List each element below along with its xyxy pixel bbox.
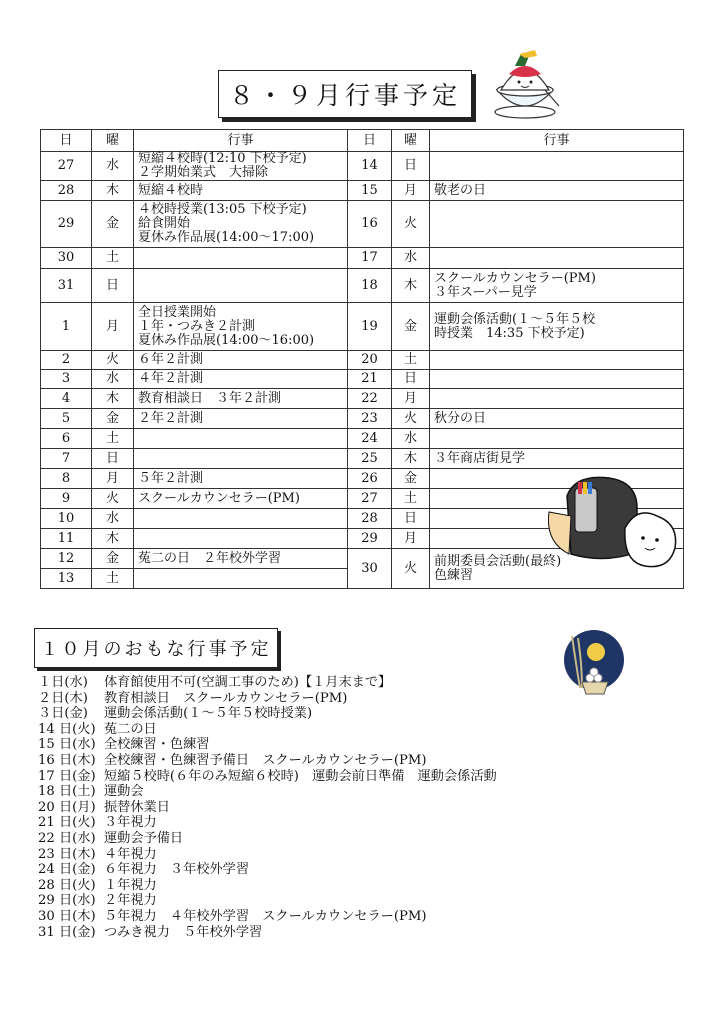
weekday-cell: 土: [92, 429, 134, 449]
event-cell: [134, 529, 348, 549]
table-row: [41, 409, 684, 429]
weekday-cell: 日: [392, 152, 430, 181]
event-date: １日(水): [38, 675, 88, 690]
list-item: [38, 769, 497, 785]
event-date: 30 日(木): [38, 908, 96, 924]
event-date: 20 日(月): [38, 799, 96, 815]
weekday-cell: 月: [92, 469, 134, 489]
day-cell: 30: [41, 248, 92, 269]
weekday-cell: 日: [92, 449, 134, 469]
weekday-cell: 水: [92, 152, 134, 181]
event-text: ２年視力: [104, 893, 157, 909]
day-cell: 11: [41, 529, 92, 549]
weekday-cell: 火: [392, 201, 430, 248]
weekday-cell: 火: [92, 351, 134, 370]
header-event: 行事: [430, 130, 684, 152]
list-item: [38, 878, 497, 894]
table-row: [41, 181, 684, 201]
list-item: [38, 706, 497, 722]
weekday-cell: 火: [392, 409, 430, 429]
header-weekday: 曜: [92, 130, 134, 152]
header-weekday: 曜: [392, 130, 430, 152]
weekday-cell: 土: [92, 569, 134, 589]
weekday-cell: 木: [92, 389, 134, 409]
event-cell: 短縮４校時: [134, 181, 348, 201]
day-cell: 30: [348, 549, 392, 589]
event-text: 運動会: [104, 784, 144, 800]
weekday-cell: 金: [92, 409, 134, 429]
event-cell: [134, 429, 348, 449]
weekday-cell: 金: [92, 201, 134, 248]
event-cell: [430, 248, 684, 269]
weekday-cell: 土: [392, 351, 430, 370]
weekday-cell: 水: [392, 429, 430, 449]
event-text: 短縮５校時(６年のみ短縮６校時) 運動会前日準備 運動会係活動: [104, 768, 497, 784]
event-date: 21 日(火): [38, 815, 96, 831]
day-cell: 31: [41, 269, 92, 303]
event-text: ３年視力: [104, 815, 157, 831]
event-cell: 教育相談日 ３年２計測: [134, 389, 348, 409]
event-date: ３日(金): [38, 706, 88, 722]
event-cell: ４校時授業(13:05 下校予定) 給食開始 夏休み作品展(14:00～17:00): [134, 201, 348, 248]
event-cell: ６年２計測: [134, 351, 348, 370]
list-item: [38, 925, 497, 941]
day-cell: 3: [41, 370, 92, 389]
event-date: 28 日(火): [38, 877, 96, 893]
table-row: [41, 269, 684, 303]
table-row: [41, 152, 684, 181]
day-cell: 29: [41, 201, 92, 248]
day-cell: 28: [41, 181, 92, 201]
list-item: [38, 675, 497, 691]
event-cell: [134, 449, 348, 469]
event-cell: 敬老の日: [430, 181, 684, 201]
event-cell: スクールカウンセラー(PM) ３年スーパー見学: [430, 269, 684, 303]
day-cell: 21: [348, 370, 392, 389]
event-date: 18 日(土): [38, 784, 96, 800]
october-section-title: １０月のおもな行事予定: [34, 628, 278, 668]
list-item: [38, 800, 497, 816]
event-cell: ５年２計測: [134, 469, 348, 489]
table-row: [41, 303, 684, 351]
event-text: 運動会係活動(１～５年５校時授業): [104, 706, 313, 722]
event-cell: 秋分の日: [430, 409, 684, 429]
weekday-cell: 水: [92, 509, 134, 529]
day-cell: 20: [348, 351, 392, 370]
event-cell: [134, 248, 348, 269]
weekday-cell: 木: [392, 449, 430, 469]
event-date: 17 日(金): [38, 768, 96, 784]
event-cell: [134, 509, 348, 529]
event-cell: 全日授業開始 １年・つみき２計測 夏休み作品展(14:00～16:00): [134, 303, 348, 351]
event-cell: 前期委員会活動(最終) 色練習: [430, 549, 684, 589]
shaved-ice-illustration: [485, 50, 565, 122]
table-row: [41, 248, 684, 269]
weekday-cell: 月: [392, 181, 430, 201]
event-date: 23 日(木): [38, 846, 96, 862]
event-date: 15 日(水): [38, 737, 96, 753]
table-row: [41, 449, 684, 469]
event-text: 菟二の日: [104, 721, 157, 737]
day-cell: 4: [41, 389, 92, 409]
event-text: 全校練習・色練習予備日 スクールカウンセラー(PM): [104, 752, 427, 768]
header-day: 日: [348, 130, 392, 152]
day-cell: 14: [348, 152, 392, 181]
day-cell: 2: [41, 351, 92, 370]
header-day: 日: [41, 130, 92, 152]
day-cell: 15: [348, 181, 392, 201]
weekday-cell: 金: [92, 549, 134, 569]
list-item: [38, 831, 497, 847]
school-bag-illustration: [545, 472, 680, 572]
day-cell: 9: [41, 489, 92, 509]
event-text: つみき視力 ５年校外学習: [104, 924, 263, 940]
day-cell: 24: [348, 429, 392, 449]
event-cell: ４年２計測: [134, 370, 348, 389]
list-item: [38, 691, 497, 707]
day-cell: 8: [41, 469, 92, 489]
table-row: [41, 389, 684, 409]
day-cell: 12: [41, 549, 92, 569]
day-cell: 29: [348, 529, 392, 549]
day-cell: 22: [348, 389, 392, 409]
october-event-list: [38, 675, 497, 940]
table-row: [41, 429, 684, 449]
event-cell: スクールカウンセラー(PM): [134, 489, 348, 509]
event-text: ４年視力: [104, 846, 157, 862]
event-cell: [430, 351, 684, 370]
event-date: 31 日(金): [38, 924, 96, 940]
table-row: [41, 351, 684, 370]
list-item: [38, 784, 497, 800]
page-title: ８・９月行事予定: [218, 70, 472, 118]
event-cell: [430, 370, 684, 389]
event-text: 教育相談日 スクールカウンセラー(PM): [104, 690, 348, 706]
event-cell: [430, 152, 684, 181]
list-item: [38, 753, 497, 769]
event-cell: 菟二の日 ２年校外学習: [134, 549, 348, 569]
event-cell: ２年２計測: [134, 409, 348, 429]
day-cell: 6: [41, 429, 92, 449]
weekday-cell: 土: [92, 248, 134, 269]
table-row: [41, 370, 684, 389]
event-cell: [430, 389, 684, 409]
day-cell: 16: [348, 201, 392, 248]
header-event: 行事: [134, 130, 348, 152]
weekday-cell: 月: [392, 389, 430, 409]
day-cell: 17: [348, 248, 392, 269]
event-text: 運動会予備日: [104, 830, 184, 846]
weekday-cell: 日: [392, 370, 430, 389]
list-item: [38, 815, 497, 831]
day-cell: 28: [348, 509, 392, 529]
event-cell: [134, 269, 348, 303]
weekday-cell: 月: [392, 529, 430, 549]
weekday-cell: 日: [92, 269, 134, 303]
weekday-cell: 水: [92, 370, 134, 389]
list-item: [38, 737, 497, 753]
day-cell: 18: [348, 269, 392, 303]
day-cell: 13: [41, 569, 92, 589]
day-cell: 10: [41, 509, 92, 529]
moon-viewing-illustration: [560, 628, 626, 700]
event-cell: [430, 201, 684, 248]
event-text: １年視力: [104, 877, 157, 893]
weekday-cell: 火: [92, 489, 134, 509]
list-item: [38, 862, 497, 878]
table-row: [41, 201, 684, 248]
event-date: 16 日(木): [38, 752, 96, 768]
event-text: ６年視力 ３年校外学習: [104, 862, 250, 878]
event-text: ５年視力 ４年校外学習 スクールカウンセラー(PM): [104, 908, 427, 924]
weekday-cell: 木: [392, 269, 430, 303]
day-cell: 26: [348, 469, 392, 489]
day-cell: 27: [348, 489, 392, 509]
weekday-cell: 木: [92, 529, 134, 549]
day-cell: 25: [348, 449, 392, 469]
weekday-cell: 金: [392, 303, 430, 351]
weekday-cell: 火: [392, 549, 430, 589]
list-item: [38, 722, 497, 738]
day-cell: 27: [41, 152, 92, 181]
day-cell: 5: [41, 409, 92, 429]
event-date: 14 日(火): [38, 721, 96, 737]
event-date: 22 日(水): [38, 830, 96, 846]
list-item: [38, 847, 497, 863]
list-item: [38, 909, 497, 925]
event-text: 振替休業日: [104, 799, 170, 815]
event-date: ２日(木): [38, 690, 88, 706]
event-text: 体育館使用不可(空調工事のため)【１月末まで】: [104, 675, 392, 690]
event-cell: [134, 569, 348, 589]
day-cell: 7: [41, 449, 92, 469]
event-cell: [430, 429, 684, 449]
event-cell: ３年商店街見学: [430, 449, 684, 469]
weekday-cell: 日: [392, 509, 430, 529]
weekday-cell: 土: [392, 489, 430, 509]
weekday-cell: 水: [392, 248, 430, 269]
event-text: 全校練習・色練習: [104, 737, 210, 753]
event-date: 29 日(水): [38, 893, 96, 909]
day-cell: 1: [41, 303, 92, 351]
list-item: [38, 893, 497, 909]
table-header-row: [41, 130, 684, 152]
weekday-cell: 月: [92, 303, 134, 351]
event-date: 24 日(金): [38, 862, 96, 878]
weekday-cell: 金: [392, 469, 430, 489]
event-cell: 短縮４校時(12:10 下校予定) ２学期始業式 大掃除: [134, 152, 348, 181]
event-cell: 運動会係活動(１～５年５校 時授業 14:35 下校予定): [430, 303, 684, 351]
day-cell: 23: [348, 409, 392, 429]
weekday-cell: 木: [92, 181, 134, 201]
day-cell: 19: [348, 303, 392, 351]
